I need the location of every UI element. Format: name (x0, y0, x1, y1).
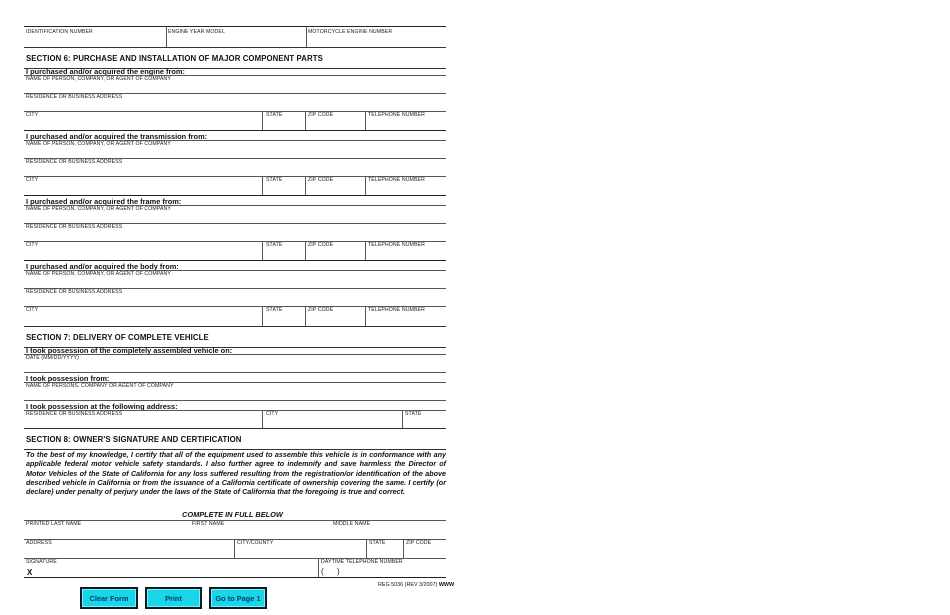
s7-address-label: RESIDENCE OR BUSINESS ADDRESS (26, 411, 123, 417)
rule (24, 354, 446, 355)
id-number-label: IDENTIFICATION NUMBER (26, 29, 93, 35)
divider (262, 111, 263, 130)
certification-text: To the best of my knowledge, I certify that all of the equipment used to assemble this vehicle is in conformance with any applicable federal motor vehicle safety standards. I also further agree to indemnify and save harmless the Director of Motor Vehicles of the State of California for any loss suffered resulting from the registration/or identification of the above described vehicle in California or from the issuance of a California certificate of ownership covering the same. I certify (or declare) under penalty of perjury under the laws of the State of California that the foregoing is true and correct. (26, 450, 446, 497)
divider (365, 241, 366, 260)
transmission-phone-label: TELEPHONE NUMBER (368, 177, 425, 183)
www-text: WWW (438, 582, 455, 588)
body-state-label: STATE (266, 307, 283, 313)
body-zip-label: ZIP CODE (308, 307, 334, 313)
body-city-label: CITY (26, 307, 39, 313)
body-phone-label: TELEPHONE NUMBER (368, 307, 425, 313)
frame-phone-label: TELEPHONE NUMBER (368, 242, 425, 248)
engine-state-label: STATE (266, 112, 283, 118)
go-to-page-1-button[interactable]: Go to Page 1 (209, 587, 267, 609)
revision-text: REG 5036 (REV 3/2007) (378, 582, 438, 588)
body-name-label: NAME OF PERSON, COMPANY, OR AGENT OF COMPANY (26, 271, 171, 277)
frame-zip-label: ZIP CODE (308, 242, 334, 248)
divider (366, 539, 367, 558)
date-label: DATE (MM/DD/YYYY) (26, 355, 79, 361)
rule (24, 577, 446, 578)
from-heading: I took possession from: (26, 374, 110, 383)
transmission-city-label: CITY (26, 177, 39, 183)
top-border (24, 26, 446, 27)
revision-line (378, 582, 454, 588)
moto-engine-label: MOTORCYCLE ENGINE NUMBER (308, 29, 393, 35)
from-label: NAME OF PERSONS, COMPANY OR AGENT OF COMPANY (26, 383, 174, 389)
divider (365, 306, 366, 326)
section7-header (24, 326, 446, 348)
possession-heading: I took possession of the completely assembled vehicle on: (26, 346, 233, 355)
section7-title: SECTION 7: DELIVERY OF COMPLETE VEHICLE (26, 333, 209, 342)
divider (262, 306, 263, 326)
divider (305, 241, 306, 260)
phone-label: DAYTIME TELEPHONE NUMBER (321, 559, 403, 565)
section6-title: SECTION 6: PURCHASE AND INSTALLATION OF MAJOR COMPONENT PARTS (26, 54, 323, 63)
rule (24, 130, 446, 131)
divider (305, 111, 306, 130)
engine-name-label: NAME OF PERSON, COMPANY, OR AGENT OF COMPANY (26, 76, 171, 82)
rule (24, 195, 446, 196)
divider (234, 539, 235, 558)
section8-header (24, 428, 446, 450)
print-button[interactable]: Print (145, 587, 202, 609)
engine-year-label: ENGINE YEAR MODEL (168, 29, 225, 35)
engine-phone-label: TELEPHONE NUMBER (368, 112, 425, 118)
last-name-label: PRINTED LAST NAME (26, 521, 82, 527)
address-heading: I took possession at the following address: (26, 402, 178, 411)
divider (402, 410, 403, 428)
rule (24, 372, 446, 373)
transmission-address-label: RESIDENCE OR BUSINESS ADDRESS (26, 159, 123, 165)
s8-zip-label: ZIP CODE (406, 540, 432, 546)
engine-zip-label: ZIP CODE (308, 112, 334, 118)
transmission-zip-label: ZIP CODE (308, 177, 334, 183)
transmission-heading: I purchased and/or acquired the transmission from: (26, 132, 208, 141)
divider (262, 241, 263, 260)
transmission-name-label: NAME OF PERSON, COMPANY, OR AGENT OF COMPANY (26, 141, 171, 147)
frame-name-label: NAME OF PERSON, COMPANY, OR AGENT OF COMPANY (26, 206, 171, 212)
divider (365, 111, 366, 130)
transmission-state-label: STATE (266, 177, 283, 183)
frame-heading: I purchased and/or acquired the frame from: (26, 197, 182, 206)
rule (24, 520, 446, 521)
s8-state-label: STATE (369, 540, 386, 546)
divider (306, 26, 307, 47)
section6-header (24, 47, 446, 69)
middle-name-label: MIDDLE NAME (333, 521, 371, 527)
frame-address-label: RESIDENCE OR BUSINESS ADDRESS (26, 224, 123, 230)
divider (262, 176, 263, 195)
s7-state-label: STATE (405, 411, 422, 417)
first-name-label: FIRST NAME (192, 521, 225, 527)
divider (166, 26, 167, 47)
phone-parens: ( ) (321, 567, 340, 576)
divider (403, 539, 404, 558)
engine-heading: I purchased and/or acquired the engine from: (26, 67, 185, 76)
divider (365, 176, 366, 195)
city-county-label: CITY/COUNTY (237, 540, 274, 546)
frame-city-label: CITY (26, 242, 39, 248)
divider (305, 306, 306, 326)
engine-city-label: CITY (26, 112, 39, 118)
s8-address-label: ADDRESS (26, 540, 52, 546)
rule (24, 260, 446, 261)
s7-city-label: CITY (266, 411, 279, 417)
frame-state-label: STATE (266, 242, 283, 248)
rule (24, 400, 446, 401)
divider (318, 558, 319, 577)
body-address-label: RESIDENCE OR BUSINESS ADDRESS (26, 289, 123, 295)
signature-label: SIGNATURE (26, 559, 57, 565)
section8-title: SECTION 8: OWNER'S SIGNATURE AND CERTIFICATION (26, 435, 242, 444)
signature-x: X (27, 568, 33, 577)
divider (262, 410, 263, 428)
complete-label: COMPLETE IN FULL BELOW (182, 510, 283, 519)
engine-address-label: RESIDENCE OR BUSINESS ADDRESS (26, 94, 123, 100)
body-heading: I purchased and/or acquired the body from: (26, 262, 179, 271)
clear-form-button[interactable]: Clear Form (80, 587, 138, 609)
divider (305, 176, 306, 195)
